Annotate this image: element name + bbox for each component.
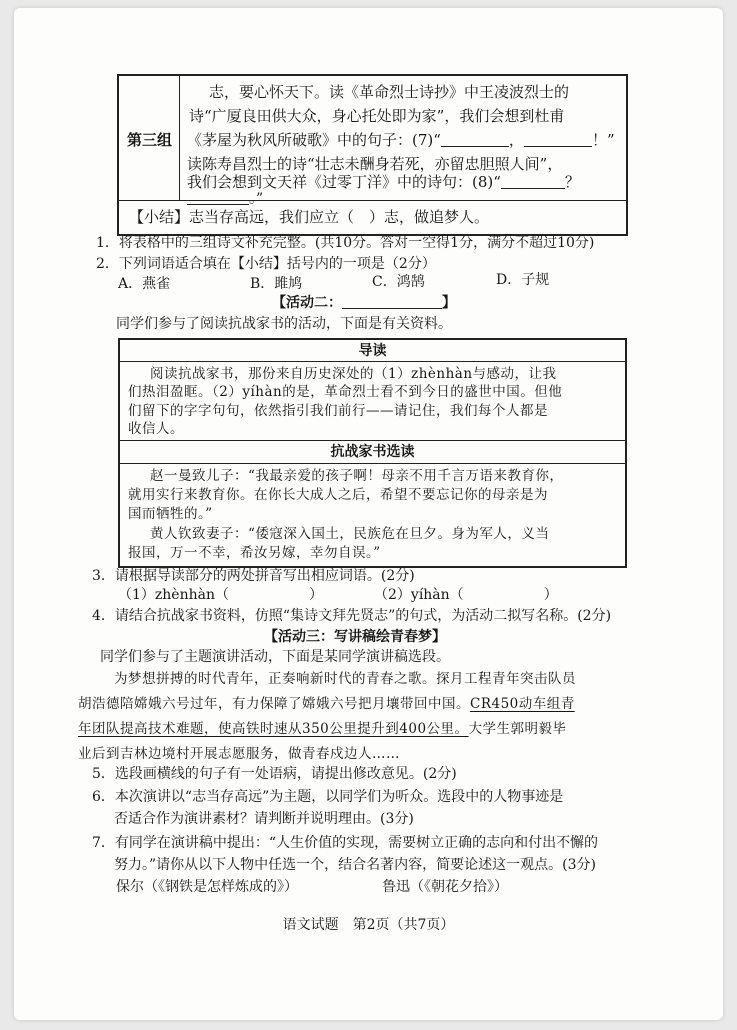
page-footer: 语文试题 第2页（共7页） — [282, 917, 455, 933]
option-a[interactable]: A．燕雀 — [118, 276, 171, 292]
speech-text: 胡浩德陪嫦娥六号过年，有力保障了嫦娥六号把月壤带回中国。 — [78, 696, 470, 712]
group3-line: 诗“广厦良田供大众，身心托处即为家”，我们会想到杜甫 — [189, 107, 565, 125]
question-6-cont: 否适合作为演讲素材？请判断并说明理由。(3分) — [114, 811, 414, 827]
guide-title: 导读 — [358, 343, 387, 359]
q3-answer-2-label: （2）yíhàn（ — [374, 587, 464, 603]
group3-line: 志，要心怀天下。读《革命烈士诗抄》中王凌波烈士的 — [209, 83, 570, 101]
speech-line: 业后到吉林边境村开展志愿服务，做青春戍边人…… — [78, 746, 400, 762]
summary: 【小结】志当存高远，我们应立（ ）志，做追梦人。 — [129, 208, 490, 226]
activity3-intro: 同学们参与了主题演讲活动，下面是某同学演讲稿选段。 — [100, 649, 450, 665]
letters-title: 抗战家书选读 — [330, 444, 415, 460]
activity2-title-suffix: 】 — [442, 295, 456, 311]
letter-line: 报国，万一不幸，希汝另嫁，幸勿自误。” — [128, 545, 381, 561]
group3-line-text: 。” — [249, 191, 264, 207]
activity2-intro: 同学们参与了阅读抗战家书的活动，下面是有关资料。 — [116, 316, 452, 332]
group3-line — [187, 190, 263, 205]
question-2: 2．下列词语适合填在【小结】括号内的一项是（2分） — [96, 256, 436, 272]
speech-line — [78, 692, 575, 717]
q3-answer-1-end: ） — [308, 587, 323, 603]
group3-line: 读陈寿昌烈士的诗“壮志未酬身若死，亦留忠胆照人间”， — [187, 155, 563, 173]
group3-line: 我们会想到文天祥《过零丁洋》中的诗句：(8)“ ？ — [187, 173, 580, 191]
answer-blank[interactable] — [524, 132, 592, 147]
question-7-cont: 努力。”请你从以下人物中任选一个，结合名著内容，简要论述这一观点。(3分) — [114, 857, 596, 873]
question-3: 3．请根据导读部分的两处拼音写出相应词语。(2分) — [92, 568, 415, 584]
q7-option: 保尔（《钢铁是怎样炼成的》） — [116, 879, 298, 895]
speech-line — [78, 717, 567, 742]
question-5: 5．选段画横线的句子有一处语病，请提出修改意见。(2分) — [92, 766, 457, 782]
question-7: 7．有同学在演讲稿中提出：“人生价值的实现，需要树立正确的志向和付出不懈的 — [92, 835, 599, 851]
exam-page — [14, 8, 723, 1020]
answer-blank[interactable] — [501, 174, 565, 189]
underlined-sentence: CR450动车组青 — [470, 696, 575, 712]
option-c[interactable]: C．鸿鹄 — [372, 274, 425, 290]
q3-answer-2-end: ） — [543, 587, 558, 603]
box-divider — [120, 440, 625, 441]
option-b[interactable]: B．雎鸠 — [250, 276, 303, 292]
table-divider — [179, 76, 180, 200]
speech-text: 大学生郭明毅毕 — [468, 721, 567, 737]
letter-line: 就用实行来教育你。在你长大成人之后，希望不要忘记你的母亲是为 — [128, 487, 548, 503]
letter-line: 国而牺牲的。” — [128, 506, 213, 522]
q3-answer-1-label: （1）zhènhàn（ — [118, 587, 229, 603]
q3-answer-1[interactable] — [118, 585, 323, 605]
guide-line: 们留下的字字句句，依然指引我们前行——请记住，我们每个人都是 — [128, 403, 548, 419]
activity3-title: 【活动三：写讲稿绘青春梦】 — [264, 629, 446, 645]
guide-line: 们热泪盈眶。（2）yíhàn的是，革命烈士看不到今日的盛世中国。但他 — [128, 384, 563, 400]
question-1: 1．将表格中的三组诗文补充完整。(共10分。答对一空得1分，满分不超过10分) — [96, 235, 595, 251]
group3-label: 第三组 — [127, 131, 173, 149]
q7-option: 鲁迅（《朝花夕拾》） — [382, 879, 508, 895]
question-4: 4．请结合抗战家书资料，仿照“集诗文拜先贤志”的句式，为活动二拟写名称。(2分) — [92, 608, 612, 624]
option-d[interactable]: D．子规 — [496, 272, 550, 288]
answer-blank[interactable] — [187, 190, 249, 205]
group3-line-text: 我们会想到文天祥《过零丁洋》中的诗句：(8)“ — [187, 173, 501, 191]
letter-line: 赵一曼致儿子：“我最亲爱的孩子啊！母亲不用千言万语来教育你， — [150, 468, 564, 484]
activity2-name-blank[interactable] — [342, 294, 442, 309]
q3-answer-2[interactable] — [374, 585, 558, 605]
letter-line: 黄人钦致妻子：“倭寇深入国土，民族危在旦夕。身为军人，义当 — [150, 526, 550, 542]
reading-box — [118, 338, 627, 568]
activity2-title-prefix: 【活动二： — [272, 295, 342, 311]
speech-line: 为梦想拼搏的时代青年，正奏响新时代的青春之歌。探月工程青年突击队员 — [114, 671, 576, 687]
group3-table — [117, 74, 628, 236]
question-6: 6．本次演讲以“志当存高远”为主题，以同学们为听众。选段中的人物事迹是 — [92, 789, 564, 805]
group3-line-text: 《茅屋为秋风所破歌》中的句子：(7)“ — [187, 131, 441, 149]
guide-line: 阅读抗战家书，那份来自历史深处的（1）zhènhàn与感动，让我 — [150, 366, 557, 382]
underlined-sentence: 年团队提高技术难题，使高铁时速从350公里提升到400公里。 — [78, 721, 469, 737]
activity2-title — [272, 293, 456, 313]
guide-line: 收信人。 — [128, 421, 184, 437]
group3-line: 《茅屋为秋风所破歌》中的句子：(7)“ ， ！” — [187, 131, 615, 149]
answer-blank[interactable] — [441, 132, 509, 147]
